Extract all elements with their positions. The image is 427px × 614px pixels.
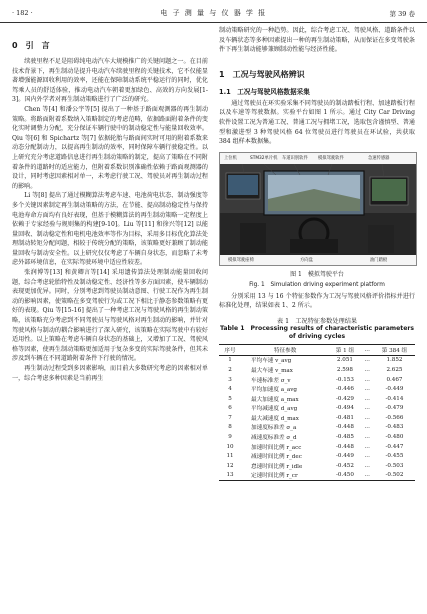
table-row: [219, 355, 415, 365]
intro-heading: 0 引 言: [12, 41, 50, 50]
journal-title: 电 子 测 量 与 仪 器 学 报: [160, 9, 267, 17]
cell-group-384: -0.483: [385, 424, 404, 431]
table-row: [219, 404, 415, 414]
figure-label-wheel: 方向盘: [300, 257, 313, 263]
figure-caption-cn: 图 1 模拟驾驶平台: [290, 270, 344, 278]
cell-group-1: -0.485: [335, 434, 354, 441]
cell-ellipsis: …: [364, 414, 370, 421]
figure-1: [219, 152, 415, 288]
intro-paragraph-2: Chen 等[4] 和潘公宇等[5] 提出了一种基于路面观测器的再生制动策略。将路面附着系数纳入策略制定的考虑范畴，依据路面附着条件的变化实时调整力分配，充分保证车辆行驶中的制动稳定性与能量回收效率。Qiu 等[6] 和 Spichartz 等[7] 依据轮胎与路面间实时可用的附着系数来动态分配制动力，以提高再生制动的效率，同时保障车辆行驶稳定性。以上研究充分考虑道路信息进行再生制动策略的制定，提高了策略在不同附着条件的道路时的适应能力，但附着系数识别准确性依赖于路面观测器的设计，同时考虑因素相对单一，未考虑行驶工况、驾驶员对再生制动过程的影响。: [12, 105, 208, 190]
cell-index: 5: [228, 395, 232, 402]
cell-ellipsis: …: [364, 366, 370, 373]
table-row: [219, 461, 415, 471]
platform-photo-illustration: [220, 153, 416, 265]
cell-parameter: 减速度标准差 σ_d: [251, 435, 297, 442]
cell-index: 6: [228, 405, 232, 412]
intro-continuation: 制动策略研究的一种趋势。因此，综合考虑工况、驾驶风格、道路条件以及车辆状态等多种因素提出一种的再生制动策略，从而保证在多变驾驶条件下再生制动能够兼顾制动性能与经济性能。: [219, 27, 415, 54]
cell-parameter: 加速度标准差 σ_a: [251, 425, 297, 432]
cell-ellipsis: …: [364, 386, 370, 393]
cell-index: 8: [228, 424, 232, 431]
cell-parameter: 车速标准差 σ_v: [251, 377, 291, 384]
cell-group-384: -0.449: [385, 386, 404, 393]
cell-parameter: 最大车速 v_max: [251, 367, 293, 374]
table-row: [219, 413, 415, 423]
table-row: [219, 432, 415, 442]
intro-paragraph-1: 续驶里程不足是阻碍纯电动汽车大规模推广的关键问题之一。在目前技术背景下，再生制动是提升电动汽车续驶里程的关键技术，它不仅能显著增强能源回收利用的效率，还能在保障制动系统平稳运行的同时，优化驾乘人员的舒适体验，推动电动汽车朝着更加绿色、高效的方向发展[1-3]。国内外学者对再生制动策略进行了广泛的研究。: [12, 58, 208, 104]
cell-group-1: -0.153: [335, 376, 354, 383]
figure-label-sim-software: 模拟驾驶软件: [318, 155, 344, 161]
col-header-index: 序号: [224, 347, 236, 354]
figure-label-lane-software: 车道识别软件: [282, 155, 308, 161]
platform-photo: [219, 152, 417, 266]
table-row: [219, 384, 415, 394]
cell-index: 1: [228, 357, 232, 364]
parameters-table: [219, 344, 415, 481]
cell-parameter: 加速时间比例 r_acc: [251, 444, 302, 451]
col-header-group-384: 第 384 组: [381, 347, 408, 354]
cell-parameter: 平均车速 v_avg: [251, 358, 292, 365]
cell-group-1: -0.494: [335, 405, 354, 412]
cell-group-384: 0.467: [386, 376, 403, 383]
table-title-cn: 表 1 工况特征参数处理结果: [276, 317, 358, 325]
cell-ellipsis: …: [364, 453, 370, 460]
cell-ellipsis: …: [364, 443, 370, 450]
cell-group-1: 2.598: [336, 366, 353, 373]
table-title-en: Table 1 Processing results of characteristic parameters of driving cycles: [220, 324, 414, 340]
cell-index: 3: [228, 376, 232, 383]
cell-parameter: 定速时间比例 r_cr: [251, 473, 298, 480]
cell-ellipsis: …: [364, 395, 370, 402]
cell-group-1: -0.429: [335, 395, 354, 402]
col-header-parameter: 特征参数: [273, 347, 297, 354]
cell-group-384: -0.479: [385, 405, 404, 412]
volume-number: 第 39 卷: [389, 10, 415, 18]
cell-parameter: 平均加速度 a_avg: [251, 387, 297, 394]
table-row: [219, 442, 415, 452]
cell-parameter: 怠速时间比例 r_idle: [251, 463, 303, 470]
cell-group-384: -0.480: [385, 434, 404, 441]
left-column: [12, 26, 208, 383]
cell-group-384: -0.414: [385, 395, 404, 402]
col-header-group-1: 第 1 组: [335, 347, 355, 354]
table-row: [219, 451, 415, 461]
cell-index: 7: [228, 414, 232, 421]
intro-paragraph-5: 再生制动过程受到多因素影响，而目前大多数研究考虑的因素相对单一，综合考虑多种因素是当前再生: [12, 365, 208, 382]
cell-group-384: 2.625: [386, 366, 403, 373]
figure-label-pedal: 油门踏板: [370, 257, 388, 263]
cell-index: 2: [228, 366, 232, 373]
after-figure-paragraph: 分别采用 13 与 16 个特征参数作为工况与驾驶风格评价指标并进行标准化处理，结果如表 1、2 所示。: [219, 292, 415, 310]
cell-group-384: -0.455: [385, 453, 404, 460]
table-body: [219, 355, 415, 481]
cell-group-384: -0.503: [385, 462, 404, 469]
cell-ellipsis: …: [364, 424, 370, 431]
table-row: [219, 365, 415, 375]
cell-group-1: -0.450: [335, 472, 354, 479]
cell-parameter: 最大减速度 d_max: [251, 415, 299, 422]
cell-parameter: 减速时间比例 r_dec: [251, 454, 302, 461]
figure-caption-en: Fig. 1 Simulation driving experiment platform: [249, 281, 385, 288]
table-row: [219, 423, 415, 433]
running-header: [0, 0, 427, 23]
cell-index: 4: [228, 386, 232, 393]
table-row: [219, 471, 415, 481]
figure-label-sensor: 急速传感器: [368, 155, 390, 161]
subsection-heading: 1.1 工况与驾驶风格数据采集: [219, 87, 310, 96]
cell-ellipsis: …: [364, 376, 370, 383]
cell-ellipsis: …: [364, 462, 370, 469]
cell-index: 10: [226, 443, 234, 450]
cell-index: 11: [226, 453, 234, 460]
cell-group-384: -0.566: [385, 414, 404, 421]
page-number: · 182 ·: [12, 9, 33, 17]
section1-paragraph: 通过驾驶员在环实验采集不同驾驶员的制动踏板行程、加速踏板行程以及车速等驾驶数据。实验平台如图 1 所示。通过 City Car Driving 软件设置工况为普通工况、普通工况与拥堵工况，选取包含谨慎型、普通型和激进型 3 种驾驶风格 64 位驾驶员进行驾驶员在环试验，共获取 384 组样本数据集。: [219, 99, 415, 146]
table-header-row: [219, 344, 415, 355]
table-row: [219, 394, 415, 404]
cell-parameter: 最大加速度 a_max: [251, 396, 299, 403]
cell-group-1: -0.481: [335, 414, 354, 421]
cell-group-1: -0.446: [335, 386, 354, 393]
cell-ellipsis: …: [364, 434, 370, 441]
cell-ellipsis: …: [364, 472, 370, 479]
figure-label-host: 上位机: [224, 155, 237, 161]
section1-heading: 1 工况与驾驶风格辨识: [219, 69, 305, 79]
figure-label-seat: 模拟驾驶座椅: [228, 257, 254, 263]
cell-parameter: 平均减速度 d_avg: [251, 406, 298, 413]
cell-index: 9: [228, 434, 232, 441]
right-column: [219, 26, 415, 481]
intro-paragraph-4: 张润博等[13] 和黄卿言等[14] 采用遗传算法处理制动能量回收问题，综合考虑轮胎特性及制动稳定性、经济性等多方面因素，使车辆制动表现更加优异。同时，分别考虑到驾驶员制动意图、行驶工况作为再生制动的影响因素，使策略在多变驾驶行为或工况下相比于静态参数策略有更好的表现。Qiu 等[15-16] 提出了一种考虑工况与驾驶风格的再生制动策略，该策略充分考虑到不同驾驶员与驾驶风格对再生制动的影响，并针对驾驶风格与制动的耦合影响进行了深入研究，该策略在实际驾驶中有较好适用性。以上策略在考虑车辆自身状态的基础上，又增加了工况、驾驶风格等因素，使再生制动策略更加适用于复杂多变的实际驾驶条件，但其未涉及到车辆在不同道路附着条件下行驶的情况。: [12, 269, 208, 363]
cell-index: 12: [226, 462, 234, 469]
col-header-ellipsis: …: [364, 346, 370, 353]
cell-ellipsis: …: [364, 405, 370, 412]
cell-group-1: -0.448: [335, 424, 354, 431]
cell-group-384: -0.502: [385, 472, 404, 479]
cell-ellipsis: …: [364, 357, 370, 364]
cell-group-384: 1.852: [386, 357, 403, 364]
figure-bottom-labels: [220, 255, 416, 265]
cell-index: 13: [226, 472, 234, 479]
cell-group-1: 2.051: [336, 357, 353, 364]
figure-label-mcu: STM32单片机: [250, 155, 278, 161]
cell-group-1: -0.449: [335, 453, 354, 460]
intro-paragraph-3: Li 等[8] 提出了通过模糊算法考虑车速、电池荷电状态、制动强度等多个关键因素制定再生制动策略的方法，在节能、提高制动稳定性与保持电池寿命方面均有良好表现，但基于模糊算法的再生制动策略一定程度上依赖于专家经验与规则集的构建[9-10]。Liu 等[11] 和徐兴等[12] 以能量回收、制动稳定性和电机电池效率等作为目标，采用多目标优化算法处理制动转矩分配问题，相较于传统分配的策略，该策略更好兼顾了制动能量回收与制动安全性。以上研究仅仅考虑了车辆自身状态，而忽略了未考虑外部环境信息，在实际驾驶环境中适应性较差。: [12, 192, 208, 267]
figure-top-labels: [220, 153, 416, 164]
cell-group-1: -0.452: [335, 462, 354, 469]
table-row: [219, 375, 415, 385]
cell-group-384: -0.447: [385, 443, 404, 450]
cell-group-1: -0.448: [335, 443, 354, 450]
